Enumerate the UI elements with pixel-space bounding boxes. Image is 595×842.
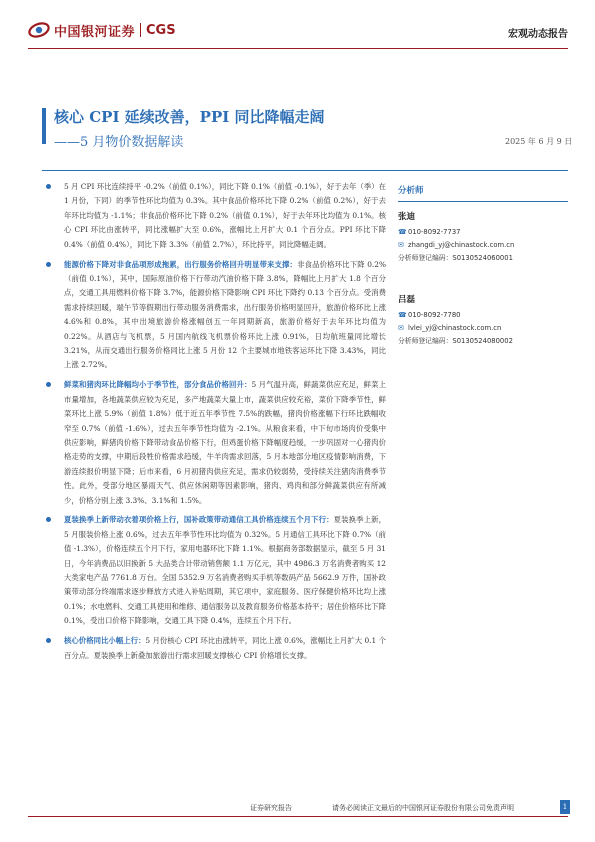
- clothing-telecom-paragraph: [44, 513, 386, 628]
- food-paragraph: [44, 378, 386, 508]
- email-text[interactable]: lvlei_yj@chinastock.com.cn: [408, 324, 502, 332]
- registration-label: 分析师登记编码：: [398, 337, 453, 345]
- analyst-card: [398, 210, 568, 265]
- registration-code: S0130524080002: [452, 337, 513, 345]
- report-body: [44, 180, 386, 669]
- bullet-dot-icon: [46, 517, 51, 522]
- paragraph-lead: 鲜菜和猪肉环比降幅均小于季节性，部分食品价格回升：: [64, 380, 252, 390]
- core-cpi-paragraph: [44, 634, 386, 663]
- analyst-email[interactable]: [398, 322, 568, 335]
- page-header: [28, 18, 568, 48]
- paragraph-text: 5 月 CPI 环比连续持平 -0.2%（前值 0.1%），同比下降 0.1%（前值 -0.1%），好于去年（季）在 1 月份，下同）的季节性环比均值为 0.3%。其中食品价格环比下降 0.2%（前值 0.2%），好于去年环比均值为 -1.1%；非食品价格环比下降 0.2%（前值 0.1%），好于去年环比均值为 0.1%。核心 CPI 环比由涨转平，同比涨幅扩大至 0.6%，涨幅比上月扩大 0.1 个百分点。PPI 环比下降 0.4%（前值 0.4%），同比下降 3.3%（前值 2.7%），环比持平，同比降幅走阔。: [64, 182, 386, 249]
- registration-label: 分析师登记编码：: [398, 254, 453, 262]
- analyst-sidebar: [398, 184, 568, 348]
- email-icon: ✉: [398, 241, 404, 249]
- summary-paragraph: [44, 180, 386, 252]
- analyst-heading: 分析师: [398, 186, 424, 196]
- paragraph-lead: 能源价格下降对非食品项形成拖累，出行服务价格回升明显带来支撑：: [64, 259, 298, 269]
- analyst-registration: [398, 252, 568, 265]
- footer-disclaimer-link[interactable]: 请务必阅读正文最后的中国银河证券股份有限公司免责声明: [332, 804, 514, 812]
- brand-name-cn: 中国银河证券: [54, 24, 136, 40]
- bullet-dot-icon: [46, 382, 51, 387]
- paragraph-lead: 核心价格同比小幅上行：: [64, 636, 146, 646]
- phone-icon: ☎: [398, 228, 407, 236]
- galaxy-logo-icon: [28, 20, 50, 40]
- paragraph-text: 非食品价格环比下降 0.2%（前值 0.1%），其中，国际原油价格下行带动汽油价格下降 3.8%，降幅比上月扩大 1.8 个百分点，交通工具用燃料价格下降 3.7%，能源价格下降影响 CPI 环比下降约 0.13 个百分点。受消费需求持续回暖，端午节等假期出行带动服务消费需求，出行服务价格明显回升，旅游价格环比上涨 4.6%和 0.8%，其中出境旅游价格涨幅创五一年同期新高，旅游价格好于去年环比均值为 0.22%。从酒店与飞机票，5 月国内航线飞机票价格环比上涨 0.91%，日均航班量同比增长 3.21%，从而交通出行服务价格同比上涨 5 月份 12 个主要城市地铁客运环比下降 3.43%，同比上涨 2.72%。: [64, 259, 386, 370]
- brand-logo: [28, 20, 176, 40]
- analyst-phone: [398, 309, 568, 322]
- paragraph-text: 5 月份核心 CPI 环比由涨转平，同比上涨 0.6%，涨幅比上月扩大 0.1 个百分点。夏装换季上新叠加旅游出行需求回暖支撑核心 CPI 价格增长支撑。: [64, 636, 386, 660]
- paragraph-text: 夏装换季上新，5 月服装价格上涨 0.6%，过去五年季节性环比均值为 0.32%。5 月通信工具环比下降 0.7%（前值 -1.3%），价格连续五个月下行，家用电器环比下降 1.1%。根据商务部数据显示，截至 5 月 31 日，今年消费品以旧换新 5 大品类合计带动销售额 1.1 万亿元，其中 4986.3 万名消费者购买 12 大类家电产品 7761.8 万台。全国 5352.9 万名消费者购买手机等数码产品 5662.9 万件，国补政策带动部分终端需求逐步释放方式进入补贴周期，其它项中，家庭服务、医疗保健价格环比均上涨 0.1%；水电燃料、交通工具使用和维修、通信服务以及教育服务价格基本持平；居住价格环比下降 0.1%，受出口价格下降影响，交通工具下降 0.4%，连续五个月下行。: [64, 515, 386, 626]
- title-divider: [42, 170, 568, 171]
- report-date: 2025 年 6 月 9 日: [505, 137, 573, 146]
- bullet-dot-icon: [46, 262, 51, 267]
- energy-services-paragraph: [44, 258, 386, 373]
- footer-divider: [28, 816, 568, 817]
- report-subtitle: ——5 月物价数据解读: [54, 135, 184, 150]
- email-icon: ✉: [398, 324, 404, 332]
- brand-name-en: CGS: [146, 22, 176, 38]
- footer-report-label: 证券研究报告: [250, 804, 292, 812]
- page-number: 1: [560, 800, 570, 814]
- analyst-registration: [398, 335, 568, 348]
- paragraph-lead: 夏装换季上新带动衣着项价格上行，国补政策带动通信工具价格连续五个月下行：: [64, 515, 334, 525]
- report-type-label: 宏观动态报告: [508, 29, 568, 40]
- bullet-dot-icon: [46, 638, 51, 643]
- header-divider: [28, 48, 568, 49]
- bullet-dot-icon: [46, 184, 51, 189]
- email-text[interactable]: zhangdi_yj@chinastock.com.cn: [408, 241, 515, 249]
- phone-icon: ☎: [398, 311, 407, 319]
- analyst-name: 张迪: [398, 212, 416, 222]
- title-accent-bar: [42, 108, 46, 144]
- analyst-phone: [398, 226, 568, 239]
- paragraph-text: 5 月气温升高，鲜蔬菜供应充足，鲜菜上市量增加，各地蔬菜供应较为充足，多产地蔬菜大量上市，蔬菜供应较充裕，菜价下降季节性，鲜菜环比上涨 5.9%（前值 1.8%）低于近五年季节性 7.5%的跌幅，猪肉价格涨幅下行环比跌幅收窄至 0.7%（前值 -1.6%），过去五年季节性均值为 -2.1%。从粮食来看，中下旬市场肉价受集中供应影响，鲜猪肉价格下降带动食品价格下行，但鸡蛋价格下降幅度趋缓，一步巩固对一心猪肉价格走势的支撑，中期后段牲价格需求趋缓，牛羊肉需求回落，5 月本地部分地区疫情影响消费，下游连续报价明显下降；后市来看，6 月初猪肉供应充足，需求仍较弱势，受持续关注猪肉消费季节性。此外，受部分地区暴雨天气、供应休闲期等因素影响，猪肉、鸡肉和部分鲜蔬菜供应有所减少，价格分别上涨 3.3%、3.1%和 1.5%。: [64, 380, 386, 505]
- phone-text: 010-8092-7780: [408, 311, 461, 319]
- analyst-card: [398, 293, 568, 348]
- registration-code: S0130524060001: [452, 254, 513, 262]
- analyst-email[interactable]: [398, 239, 568, 252]
- brand-divider: [140, 23, 141, 37]
- sidebar-divider: [398, 201, 568, 202]
- report-title: 核心 CPI 延续改善，PPI 同比降幅走阔: [54, 108, 325, 126]
- phone-text: 010-8092-7737: [408, 228, 461, 236]
- analyst-name: 吕磊: [398, 295, 416, 305]
